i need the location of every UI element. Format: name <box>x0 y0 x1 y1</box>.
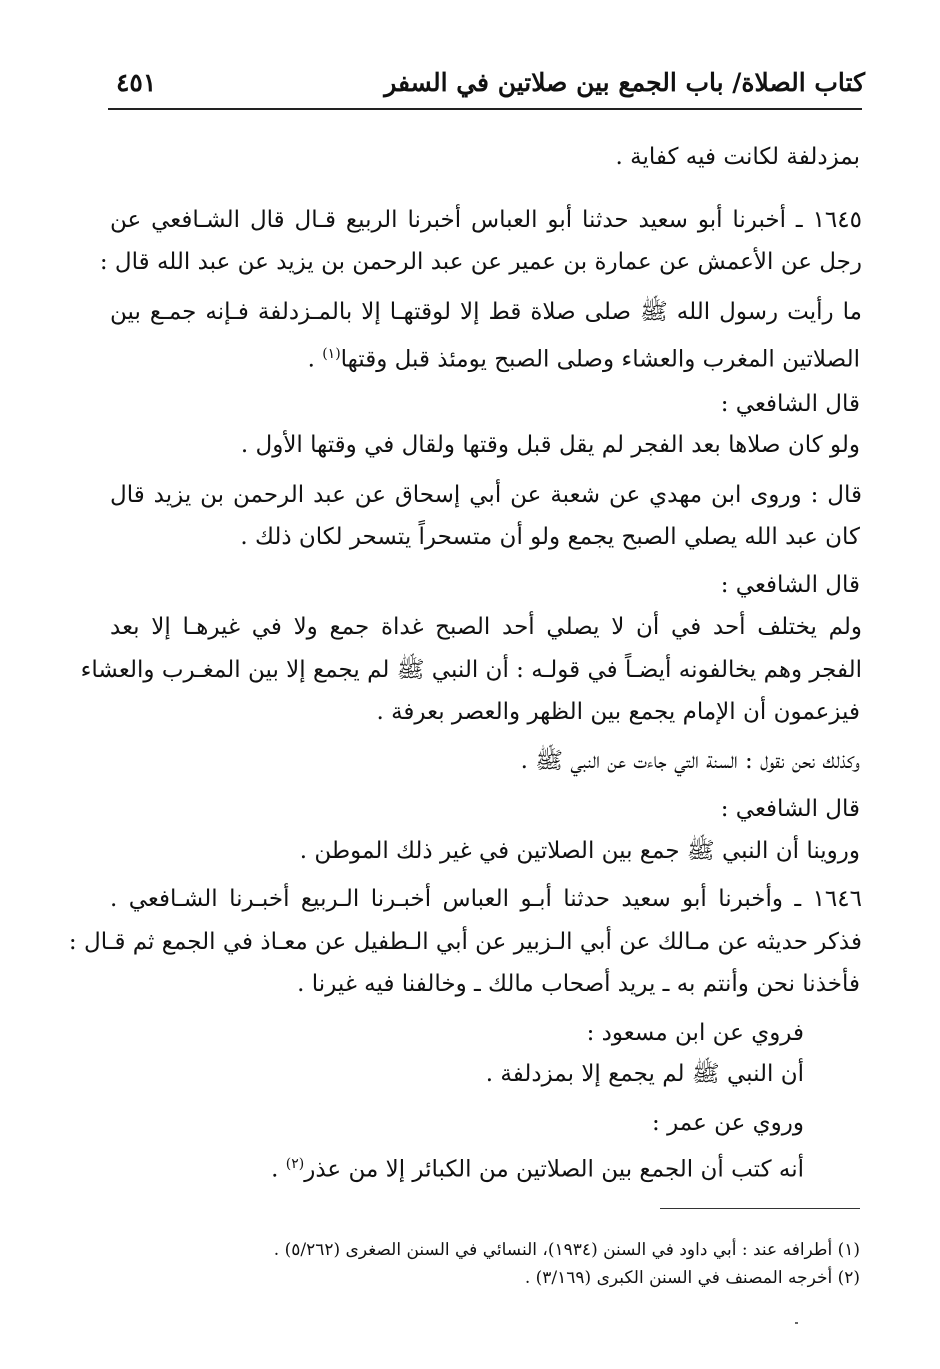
line-end-punct: . <box>271 1156 286 1183</box>
text-line: ولم يختلف أحد في أن لا يصلي أحد الصبح غداة جمع ولا في غيرهـا إلا بعد <box>110 614 862 640</box>
text-line: وكذلك نحن نقول : السنة التي جاءت عن النبي ﷺ . <box>520 748 860 774</box>
hadith-1646-line-1: ١٦٤٦ ـ وأخبرنا أبو سعيد حدثنا أبـو العباس أخبـرنا الـربيع أخبـرنا الشـافعي . <box>110 886 862 912</box>
speaker-label: قال الشافعي : <box>720 796 860 822</box>
footnote-1: (١) أطرافه عند : أبي داود في السنن (١٩٣٤)، النسائي في السنن الصغرى (٥/٢٦٢) . <box>273 1240 860 1260</box>
line-end-punct: . <box>307 346 323 373</box>
hadith-text-line-2 <box>308 337 860 371</box>
scan-speck <box>795 1322 798 1324</box>
page-header <box>110 62 865 106</box>
page-number: ٤٥١ <box>116 68 157 97</box>
footnote-2: (٢) أخرجه المصنف في السنن الكبرى (٣/١٦٩) . <box>524 1268 860 1288</box>
hadith-text-content: الصلاتين المغرب والعشاء وصلى الصبح يومئذ قبل وقتها <box>340 346 860 373</box>
hadith-1646-line-2: فذكر حديثه عن مـالك عن أبي الـزبير عن أبي الـطفيل عن معـاذ في الجمع ثم قـال : <box>68 929 862 955</box>
text-line: فروي عن ابن مسعود : <box>586 1020 804 1046</box>
text-line: قال : وروى ابن مهدي عن شعبة عن أبي إسحاق عن عبد الرحمن بن يزيد قال <box>110 482 862 508</box>
text-line <box>271 1147 804 1181</box>
text-line: كان عبد الله يصلي الصبح يجمع ولو أن متسحراً يتسحر لكان ذلك . <box>240 524 860 550</box>
running-title: كتاب الصلاة/ باب الجمع بين صلاتين في السفر <box>384 68 865 97</box>
text-line: بمزدلفة لكانت فيه كفاية . <box>615 144 860 170</box>
hadith-text-line-1: ما رأيت رسول الله ﷺ صلى صلاة قط إلا لوقتهـا إلا بالمـزدلفة فـإنه جمـع بين <box>110 299 862 325</box>
footnote-ref-1: (١) <box>322 346 341 362</box>
text-line: فأخذنا نحن وأنتم به ـ يريد أصحاب مالك ـ وخالفنا فيه غيرنا . <box>297 971 860 997</box>
hadith-1645-line-2: رجل عن الأعمش عن عمارة بن عمير عن عبد الرحمن بن يزيد عن عبد الله قال : <box>99 249 862 275</box>
text-line: ولو كان صلاها بعد الفجر لم يقل قبل وقتها ولقال في وقتها الأول . <box>240 432 860 458</box>
hadith-1645-line-1: ١٦٤٥ ـ أخبرنا أبو سعيد حدثنا أبو العباس أخبرنا الربيع قـال قال الشـافعي عن <box>110 207 862 233</box>
speaker-label: قال الشافعي : <box>720 391 860 417</box>
text-line: وروي عن عمر : <box>652 1110 804 1136</box>
footnote-ref-2: (٢) <box>285 1156 305 1172</box>
header-divider <box>108 108 862 110</box>
text-line: أن النبي ﷺ لم يجمع إلا بمزدلفة . <box>485 1061 804 1087</box>
speaker-label: قال الشافعي : <box>720 572 860 598</box>
text-line: فيزعمون أن الإمام يجمع بين الظهر والعصر بعرفة . <box>376 699 860 725</box>
text-content: أنه كتب أن الجمع بين الصلاتين من الكبائر إلا من عذر <box>304 1156 804 1183</box>
text-line: الفجر وهم يخالفونه أيضـاً في قولـه : أن النبي ﷺ لم يجمع إلا بين المغـرب والعشاء <box>80 657 862 683</box>
footnote-divider <box>660 1208 860 1209</box>
text-line: وروينا أن النبي ﷺ جمع بين الصلاتين في غير ذلك الموطن . <box>299 838 860 864</box>
